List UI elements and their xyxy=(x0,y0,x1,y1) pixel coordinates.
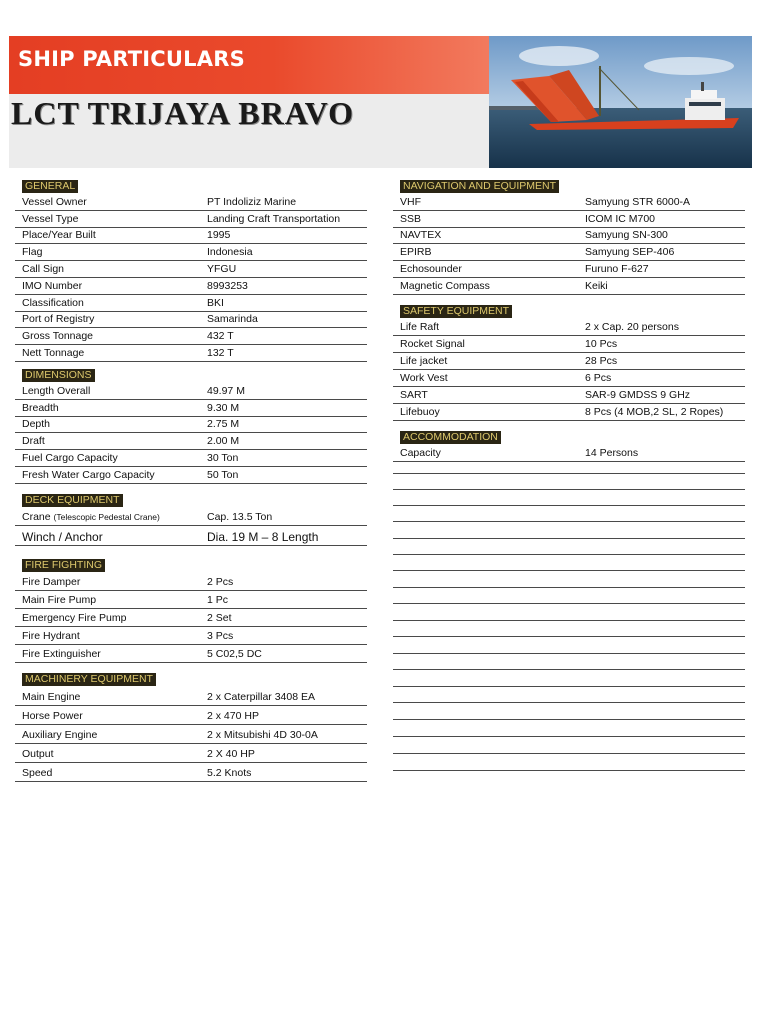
table-row: EPIRB Samyung SEP-406 xyxy=(393,244,745,261)
table-row: Life jacket 28 Pcs xyxy=(393,353,745,370)
safety-section xyxy=(393,301,745,421)
table-row: Winch / Anchor Dia. 19 M – 8 Length xyxy=(15,526,367,546)
blank-rule xyxy=(393,719,745,720)
table-row: Nett Tonnage 132 T xyxy=(15,345,367,362)
table-row: Fresh Water Cargo Capacity 50 Ton xyxy=(15,467,367,484)
blank-rule xyxy=(393,570,745,571)
table-row: Echosounder Furuno F-627 xyxy=(393,261,745,278)
table-row: Length Overall 49.97 M xyxy=(15,383,367,400)
table-row: Place/Year Built 1995 xyxy=(15,228,367,245)
deck-equipment-section xyxy=(15,490,367,546)
table-row: Main Fire Pump 1 Pc xyxy=(15,591,367,609)
blank-rule xyxy=(393,473,745,474)
table-row: Emergency Fire Pump 2 Set xyxy=(15,609,367,627)
table-row: Vessel Type Landing Craft Transportation xyxy=(15,211,367,228)
section-label-accommodation: ACCOMMODATION xyxy=(400,431,501,444)
table-row: Fuel Cargo Capacity 30 Ton xyxy=(15,450,367,467)
blank-rule xyxy=(393,521,745,522)
table-row: Fire Damper 2 Pcs xyxy=(15,573,367,591)
table-row: Classification BKI xyxy=(15,295,367,312)
blank-rule xyxy=(393,620,745,621)
blank-rule xyxy=(393,686,745,687)
blank-rule xyxy=(393,702,745,703)
blank-rule xyxy=(393,505,745,506)
document-title: SHIP PARTICULARS xyxy=(18,47,245,71)
table-row: NAVTEX Samyung SN-300 xyxy=(393,228,745,245)
blank-rule xyxy=(393,770,745,771)
table-row: Life Raft 2 x Cap. 20 persons xyxy=(393,319,745,336)
table-row: SART SAR-9 GMDSS 9 GHz xyxy=(393,387,745,404)
section-label-navigation: NAVIGATION AND EQUIPMENT xyxy=(400,180,559,193)
table-row: Depth 2.75 M xyxy=(15,417,367,434)
table-row: Call Sign YFGU xyxy=(15,261,367,278)
table-row: Draft 2.00 M xyxy=(15,433,367,450)
table-row: Crane (Telescopic Pedestal Crane) Cap. 13.5 Ton xyxy=(15,508,367,526)
table-row: Magnetic Compass Keiki xyxy=(393,278,745,295)
blank-rule xyxy=(393,538,745,539)
table-row: Fire Hydrant 3 Pcs xyxy=(15,627,367,645)
table-row: Rocket Signal 10 Pcs xyxy=(393,336,745,353)
blank-rule xyxy=(393,489,745,490)
banner-red-strip xyxy=(9,36,489,94)
blank-rule xyxy=(393,554,745,555)
table-row: Port of Registry Samarinda xyxy=(15,312,367,329)
blank-rule xyxy=(393,753,745,754)
table-row: Flag Indonesia xyxy=(15,244,367,261)
blank-rule xyxy=(393,636,745,637)
table-row: Lifebuoy 8 Pcs (4 MOB,2 SL, 2 Ropes) xyxy=(393,404,745,421)
section-label-dimensions: DIMENSIONS xyxy=(22,369,95,382)
accommodation-section xyxy=(393,427,745,462)
table-row: VHF Samyung STR 6000-A xyxy=(393,194,745,211)
ship-name: LCT TRIJAYA BRAVO xyxy=(11,95,355,131)
blank-rule xyxy=(393,653,745,654)
table-row: Output 2 X 40 HP xyxy=(15,744,367,763)
dimensions-section xyxy=(15,365,367,484)
table-row: Capacity 14 Persons xyxy=(393,445,745,462)
blank-rule xyxy=(393,603,745,604)
navigation-section xyxy=(393,176,745,295)
table-row: Breadth 9.30 M xyxy=(15,400,367,417)
table-row: Fire Extinguisher 5 C02,5 DC xyxy=(15,645,367,663)
section-label-general: GENERAL xyxy=(22,180,78,193)
table-row: Gross Tonnage 432 T xyxy=(15,328,367,345)
blank-rule xyxy=(393,669,745,670)
section-label-fire: FIRE FIGHTING xyxy=(22,559,105,572)
table-row: Horse Power 2 x 470 HP xyxy=(15,706,367,725)
table-row: Speed 5.2 Knots xyxy=(15,763,367,782)
table-row: Work Vest 6 Pcs xyxy=(393,370,745,387)
table-row: Vessel Owner PT Indoliziz Marine xyxy=(15,194,367,211)
ship-photo xyxy=(489,36,752,168)
general-section xyxy=(15,176,367,362)
machinery-section xyxy=(15,669,367,782)
section-label-machinery: MACHINERY EQUIPMENT xyxy=(22,673,156,686)
blank-rule xyxy=(393,587,745,588)
table-row: Auxiliary Engine 2 x Mitsubishi 4D 30-0A xyxy=(15,725,367,744)
section-label-safety: SAFETY EQUIPMENT xyxy=(400,305,512,318)
section-label-deck: DECK EQUIPMENT xyxy=(22,494,123,507)
table-row: IMO Number 8993253 xyxy=(15,278,367,295)
table-row: SSB ICOM IC M700 xyxy=(393,211,745,228)
table-row: Main Engine 2 x Caterpillar 3408 EA xyxy=(15,687,367,706)
blank-rule xyxy=(393,736,745,737)
header-banner xyxy=(9,36,752,168)
fire-fighting-section xyxy=(15,555,367,663)
